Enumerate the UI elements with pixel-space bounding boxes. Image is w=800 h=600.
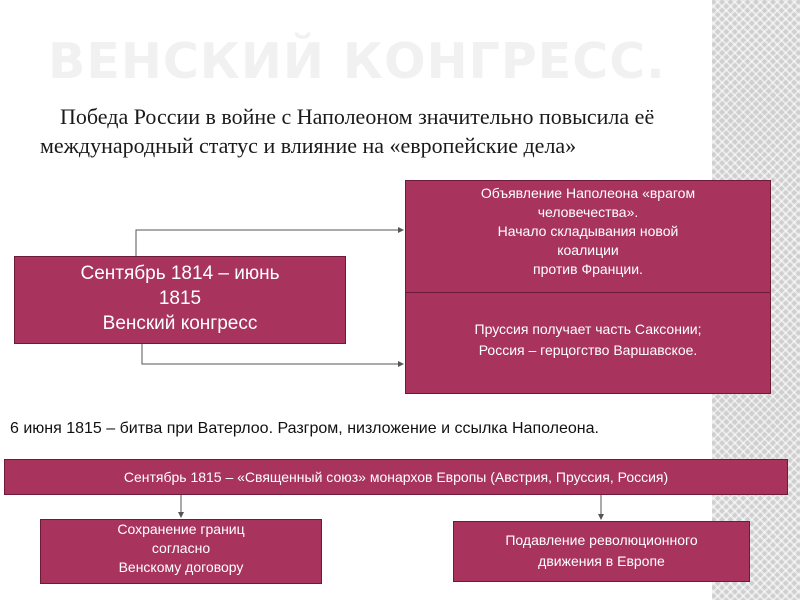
outcomes-box [405,180,771,394]
slide-title: ВЕНСКИЙ КОНГРЕСС. [48,33,666,90]
coalition-line: Объявление Наполеона «врагом [480,185,696,201]
vienna-congress-date-line2: 1815 [158,288,202,309]
coalition-line: коалиции [557,242,619,258]
suppress-revolution-box [453,521,750,582]
territories-line: Пруссия получает часть Саксонии; [474,321,702,337]
territories-line: Россия – герцогство Варшавское. [478,342,698,358]
coalition-line: Начало складывания новой [497,223,679,239]
preserve-borders-line: Венскому договору [118,559,244,575]
preserve-borders-box [40,519,322,584]
vienna-congress-box [14,256,346,344]
suppress-revolution-line: Подавление революционного [505,532,698,548]
coalition-line: против Франции. [533,261,643,277]
waterloo-text: 6 июня 1815 – битва при Ватерлоо. Разгром, низложение и ссылка Наполеона. [10,420,599,437]
territories-section [406,319,770,361]
vienna-congress-date-line1: Сентябрь 1814 – июнь [80,263,280,284]
arrow-to-lower-box [142,344,403,364]
slide-subtitle: Победа России в войне с Наполеоном значительно повысила её международный статус и влияние на «европейские дела» [40,104,655,158]
preserve-borders-line: согласно [151,540,211,556]
preserve-borders-line: Сохранение границ [117,521,245,537]
vienna-congress-name: Венский конгресс [102,313,258,334]
coalition-line: человечества». [537,204,639,220]
holy-alliance-box: Сентябрь 1815 – «Священный союз» монархов Европы (Австрия, Пруссия, Россия) [4,459,788,495]
suppress-revolution-line: движения в Европе [538,553,665,569]
coalition-section [406,181,770,293]
arrow-to-upper-box [136,230,403,256]
